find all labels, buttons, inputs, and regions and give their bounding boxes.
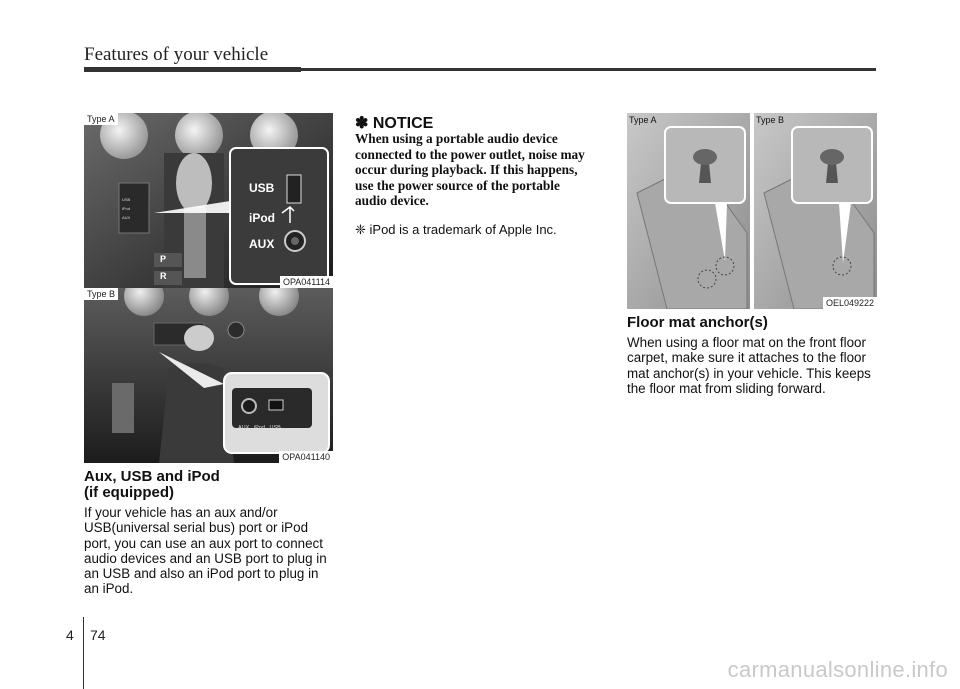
aux-body-line: audio devices and an USB port to plug in — [84, 550, 327, 566]
aux-heading — [84, 469, 220, 501]
floor-body-line: mat anchor(s) in your vehicle. This keeps — [627, 365, 871, 381]
callout-ipod-label: iPod — [249, 211, 275, 225]
footer-section-number: 4 — [66, 627, 74, 643]
figure-type-label: Type B — [84, 288, 118, 300]
figure-type-b-console — [84, 288, 333, 463]
floor-mat-illustration — [627, 113, 877, 309]
watermark: carmanualsonline.info — [727, 657, 948, 682]
notice-line: connected to the power outlet, noise may — [355, 146, 585, 162]
floor-body-line: carpet, make sure it attaches to the floor — [627, 350, 866, 366]
aux-body-line: port, you can use an aux port to connect — [84, 535, 323, 551]
aux-body-line: If your vehicle has an aux and/or — [84, 505, 278, 520]
gear-p-label: P — [160, 254, 167, 264]
notice-line: occur during playback. If this happens, — [355, 162, 578, 177]
aux-heading-line1: Aux, USB and iPod — [84, 468, 220, 485]
aux-body-line: an USB and also an iPod port to plug in — [84, 566, 319, 582]
footer-divider — [83, 617, 84, 689]
aux-body-line: USB(universal serial bus) port or iPod — [84, 520, 309, 536]
floor-body — [627, 335, 879, 396]
aux-body — [84, 505, 334, 597]
notice-line: When using a portable audio device — [355, 131, 558, 146]
notice-title: ✽ NOTICE — [355, 115, 434, 132]
notice-line: audio device. — [355, 193, 429, 208]
panel-small-ipod: iPod — [122, 206, 131, 211]
gear-r-label: R — [160, 271, 167, 281]
figure-code: OPA041114 — [280, 276, 333, 288]
panel-small-aux: AUX — [122, 215, 131, 220]
callout-usb-label: USB — [249, 181, 275, 195]
floor-heading: Floor mat anchor(s) — [627, 314, 768, 331]
figure-code: OEL049222 — [823, 297, 877, 309]
floor-body-line: When using a floor mat on the front floor — [627, 335, 866, 350]
figure-type-a-console — [84, 113, 333, 288]
console-illustration-b — [84, 288, 333, 463]
notice-line: use the power source of the portable — [355, 177, 560, 193]
figure-type-a-label: Type A — [629, 115, 657, 125]
footer-page-number: 74 — [90, 627, 106, 643]
trademark-note: ❈ iPod is a trademark of Apple Inc. — [355, 222, 557, 237]
page-header-title: Features of your vehicle — [84, 44, 269, 65]
aux-body-line: an iPod. — [84, 581, 134, 597]
header-rule-accent — [84, 67, 301, 72]
notice-body — [355, 131, 605, 209]
floor-body-line: the floor mat from sliding forward. — [627, 380, 826, 396]
panel-small-usb: USB — [122, 197, 131, 202]
aux-heading-line2: (if equipped) — [84, 484, 174, 501]
callout-aux-label: AUX — [249, 237, 275, 251]
callout-strip-labels: AUX iPod USB — [238, 425, 281, 431]
figure-code: OPA041140 — [279, 451, 333, 463]
figure-floor-mat-anchors — [627, 113, 877, 309]
figure-type-label: Type A — [84, 113, 118, 125]
figure-type-b-label: Type B — [756, 115, 785, 125]
